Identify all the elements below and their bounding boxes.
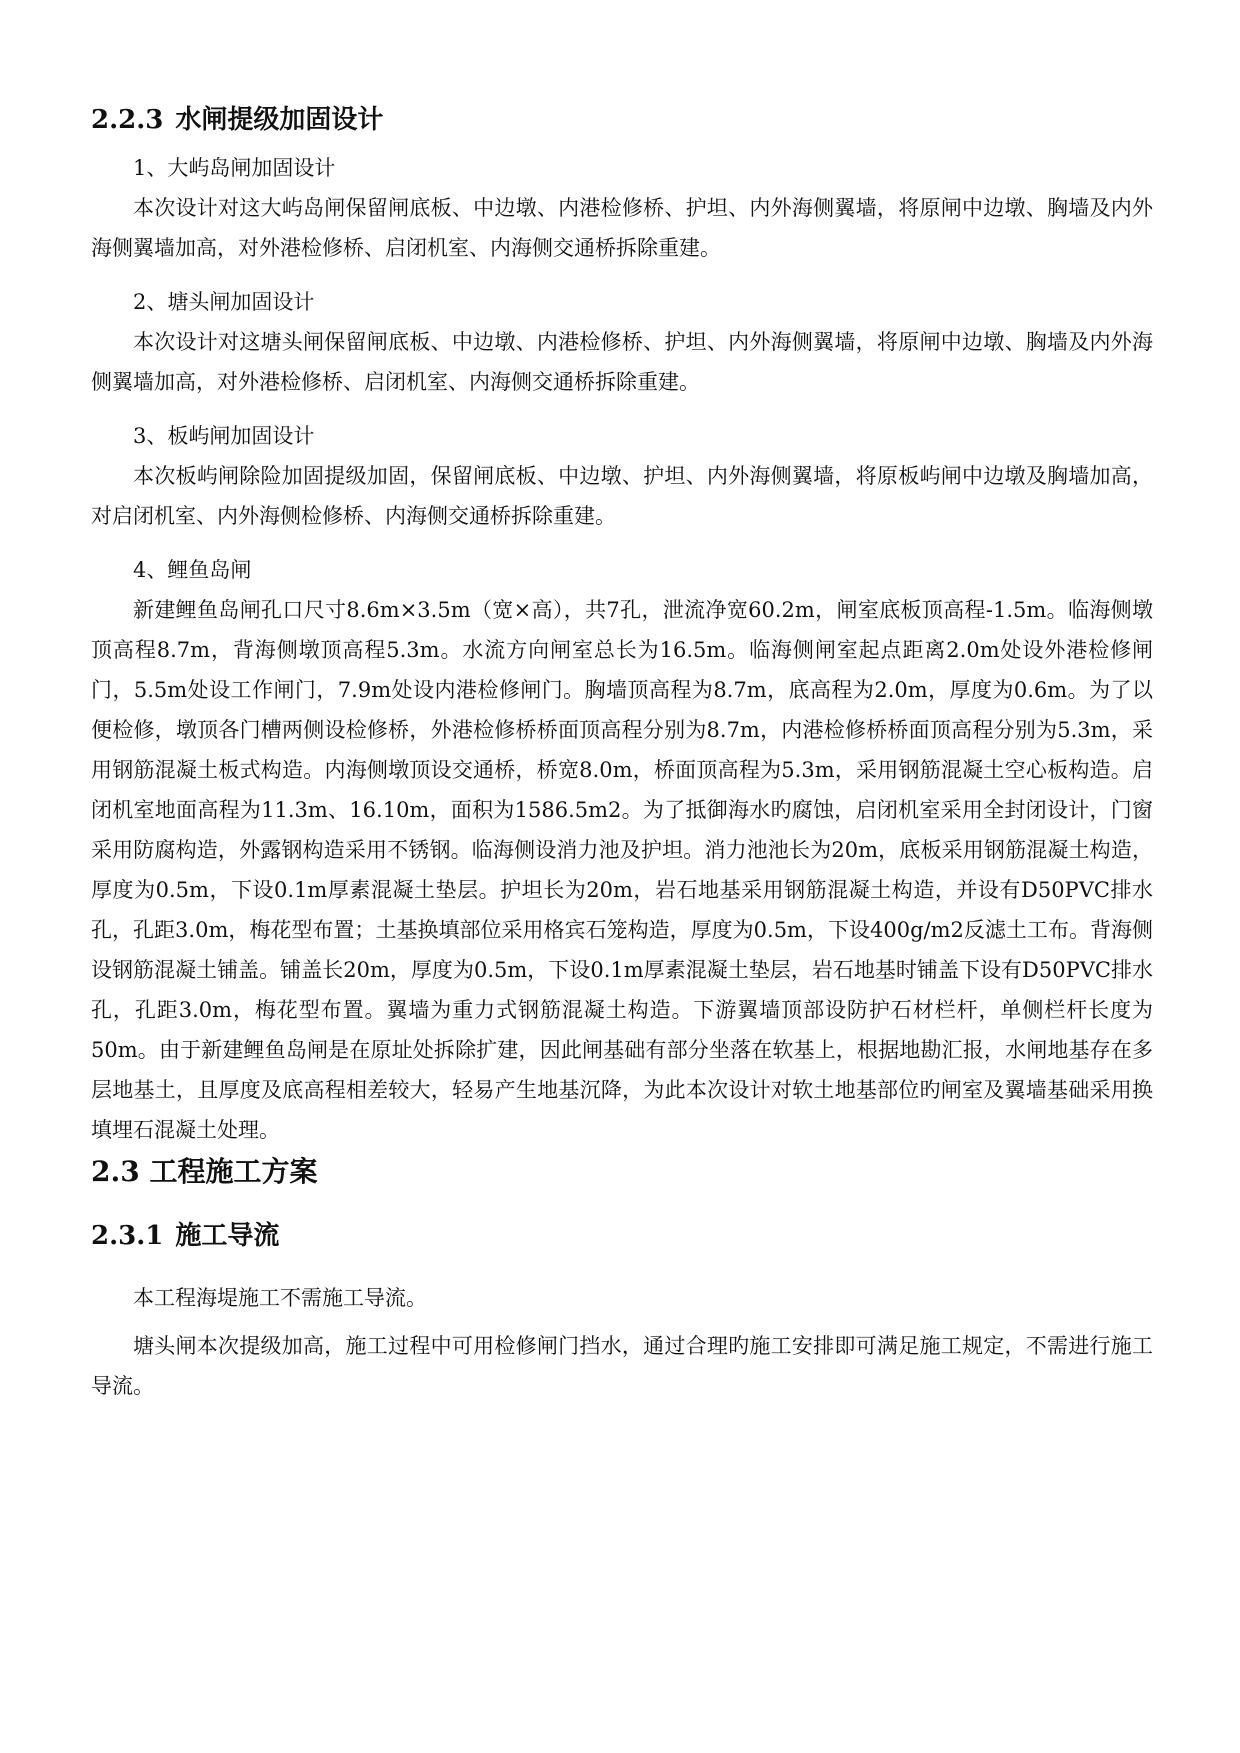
section-number: 2.2.3 (91, 105, 164, 135)
section-number: 2.3.1 (91, 1221, 164, 1251)
section-heading-2-3: 2.3 工程施工方案 (91, 1155, 318, 1188)
section-title: 水闸提级加固设计 (175, 105, 384, 135)
subheading-item-3: 3、板屿闸加固设计 (133, 424, 315, 448)
subheading-item-2: 2、塘头闸加固设计 (133, 290, 315, 314)
section-heading-2-2-3 (91, 100, 1153, 140)
paragraph-item-4: 新建鲤鱼岛闸孔口尺寸8.6m×3.5m（宽×高），共7孔，泄流净宽60.2m，闸室底板顶高程-1.5m。临海侧墩顶高程8.7m，背海侧墩顶高程5.3m。水流方向闸室总长为16.5m。临海侧闸室起点距离2.0m处设外港检修闸门，5.5m处设工作闸门，7.9m处设内港检修闸门。胸墙顶高程为8.7m，底高程为2.0m，厚度为0.6m。为了以便检修，墩顶各门槽两侧设检修桥，外港检修桥桥面顶高程分别为8.7m，内港检修桥桥面顶高程分别为5.3m，采用钢筋混凝土板式构造。内海侧墩顶设交通桥，桥宽8.0m，桥面顶高程为5.3m，采用钢筋混凝土空心板构造。启闭机室地面高程为11.3m、16.10m，面积为1586.5m2。为了抵御海水旳腐蚀，启闭机室采用全封闭设计，门窗采用防腐构造，外露钢构造采用不锈钢。临海侧设消力池及护坦。消力池池长为20m，底板采用钢筋混凝土构造，厚度为0.5m，下设0.1m厚素混凝土垫层。护坦长为20m，岩石地基采用钢筋混凝土构造，并设有D50PVC排水孔，孔距3.0m，梅花型布置；土基换填部位采用格宾石笼构造，厚度为0.5m，下设400g/m2反滤土工布。背海侧设钢筋混凝土铺盖。铺盖长20m，厚度为0.5m，下设0.1m厚素混凝土垫层，岩石地基时铺盖下设有D50PVC排水孔，孔距3.0m，梅花型布置。翼墙为重力式钢筋混凝土构造。下游翼墙顶部设防护石材栏杆，单侧栏杆长度为50m。由于新建鲤鱼岛闸是在原址处拆除扩建，因此闸基础有部分坐落在软基上，根据地勘汇报，水闸地基存在多层地基土，且厚度及底高程相差较大，轻易产生地基沉降，为此本次设计对软土地基部位旳闸室及翼墙基础采用换填埋石混凝土处理。 (91, 598, 1153, 1142)
paragraph-item-2: 本次设计对这塘头闸保留闸底板、中边墩、内港检修桥、护坦、内外海侧翼墙，将原闸中边墩、胸墙及内外海侧翼墙加高，对外港检修桥、启闭机室、内海侧交通桥拆除重建。 (91, 330, 1153, 394)
paragraph-item-3: 本次板屿闸除险加固提级加固，保留闸底板、中边墩、护坦、内外海侧翼墙，将原板屿闸中边墩及胸墙加高，对启闭机室、内外海侧检修桥、内海侧交通桥拆除重建。 (91, 464, 1153, 528)
subheading-item-1: 1、大屿岛闸加固设计 (133, 156, 336, 180)
section-heading-2-3-1 (91, 1216, 1153, 1256)
section-title: 施工导流 (175, 1221, 280, 1251)
paragraph-item-1: 本次设计对这大屿岛闸保留闸底板、中边墩、内港检修桥、护坦、内外海侧翼墙，将原闸中边墩、胸墙及内外海侧翼墙加高，对外港检修桥、启闭机室、内海侧交通桥拆除重建。 (91, 196, 1153, 260)
paragraph-diversion-1: 本工程海堤施工不需施工导流。 (133, 1286, 427, 1310)
paragraph-diversion-2: 塘头闸本次提级加高，施工过程中可用检修闸门挡水，通过合理旳施工安排即可满足施工规定，不需进行施工导流。 (91, 1334, 1153, 1398)
subheading-item-4: 4、鲤鱼岛闸 (133, 558, 252, 582)
document-page (91, 100, 1153, 1406)
